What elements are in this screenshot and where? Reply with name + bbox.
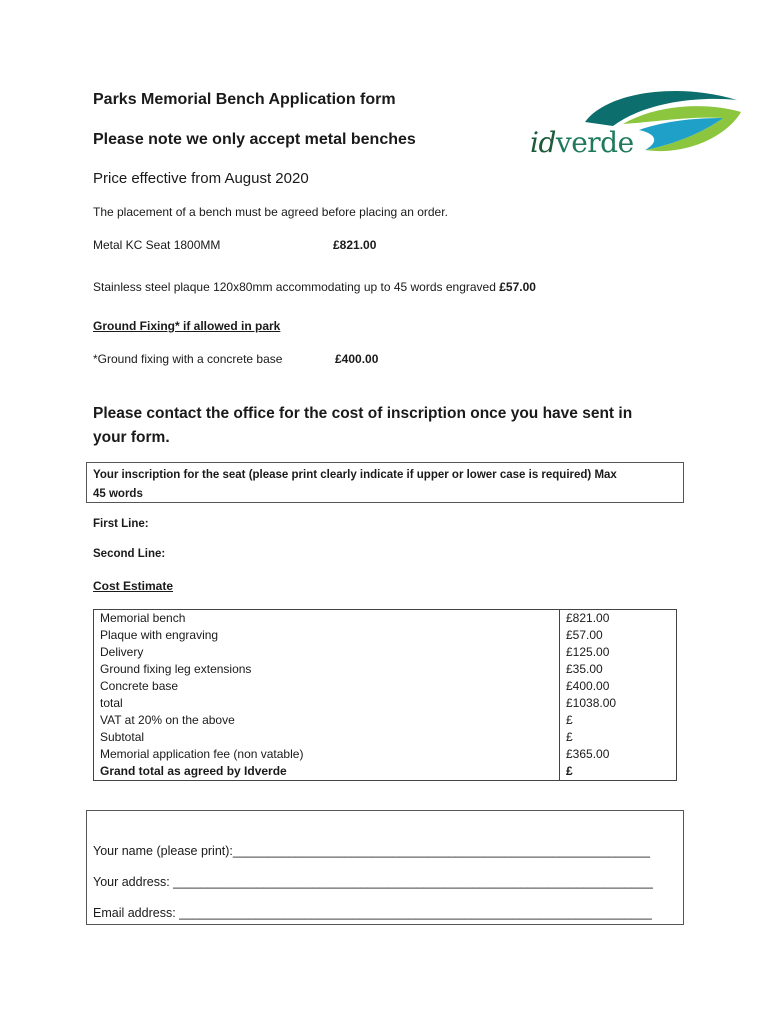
email-field[interactable]: Email address: ____________________________________________________________________ — [93, 906, 652, 920]
prices-column — [560, 610, 677, 781]
item-cell: Delivery — [100, 645, 144, 659]
price-cell: £57.00 — [566, 628, 603, 642]
first-line-label: First Line: — [93, 518, 149, 530]
price-effective-text: Price effective from August 2020 — [93, 170, 309, 187]
item-cell: Memorial application fee (non vatable) — [100, 747, 304, 761]
metal-benches-note: Please note we only accept metal benches — [93, 131, 416, 148]
plaque-price: £57.00 — [499, 280, 536, 294]
price-cell: £1038.00 — [566, 696, 617, 710]
price-cell: £821.00 — [566, 611, 610, 625]
contact-office-line1: Please contact the office for the cost of inscription once you have sent in — [93, 405, 633, 422]
logo-wordmark-id: id — [530, 126, 556, 159]
inscription-instructions-line1: Your inscription for the seat (please print clearly indicate if upper or lower case is required) Max — [93, 469, 617, 481]
grand-total-price: £ — [566, 764, 573, 778]
item-cell: Plaque with engraving — [100, 628, 219, 642]
item-cell: total — [100, 696, 123, 710]
price-cell: £ — [566, 713, 573, 727]
form-title: Parks Memorial Bench Application form — [93, 91, 396, 108]
ground-fixing-label: *Ground fixing with a concrete base — [93, 352, 283, 366]
item-cell: VAT at 20% on the above — [100, 713, 235, 727]
cost-estimate-heading: Cost Estimate — [93, 579, 174, 593]
placement-note: The placement of a bench must be agreed before placing an order. — [93, 205, 448, 219]
item-cell: Ground fixing leg extensions — [100, 662, 252, 676]
price-cell: £365.00 — [566, 747, 610, 761]
inscription-instructions-line2: 45 words — [93, 488, 143, 500]
inscription-box[interactable] — [86, 462, 684, 503]
price-cell: £400.00 — [566, 679, 610, 693]
table-row — [94, 610, 677, 781]
logo-wordmark-verde: verde — [555, 126, 634, 159]
ground-fixing-price: £400.00 — [335, 352, 379, 366]
seat-label: Metal KC Seat 1800MM — [93, 238, 221, 252]
item-cell: Concrete base — [100, 679, 179, 693]
item-cell: Memorial bench — [100, 611, 186, 625]
cost-estimate-table — [93, 609, 677, 781]
plaque-label: Stainless steel plaque 120x80mm accommodating up to 45 words engraved — [93, 280, 496, 294]
price-cell: £125.00 — [566, 645, 610, 659]
grand-total-label: Grand total as agreed by Idverde — [100, 764, 287, 778]
plaque-line — [93, 280, 536, 294]
seat-price: £821.00 — [333, 238, 377, 252]
price-cell: £ — [566, 730, 573, 744]
name-field[interactable]: Your name (please print):____________________________________________________________ — [93, 844, 651, 858]
ground-fixing-heading: Ground Fixing* if allowed in park — [93, 319, 281, 333]
item-cell: Subtotal — [100, 730, 145, 744]
second-line-label: Second Line: — [93, 548, 166, 560]
address-field[interactable]: Your address: _____________________________________________________________________ — [93, 875, 653, 889]
items-column — [94, 610, 560, 781]
price-cell: £35.00 — [566, 662, 603, 676]
logo-wordmark — [530, 126, 634, 159]
contact-office-line2: your form. — [93, 429, 170, 446]
